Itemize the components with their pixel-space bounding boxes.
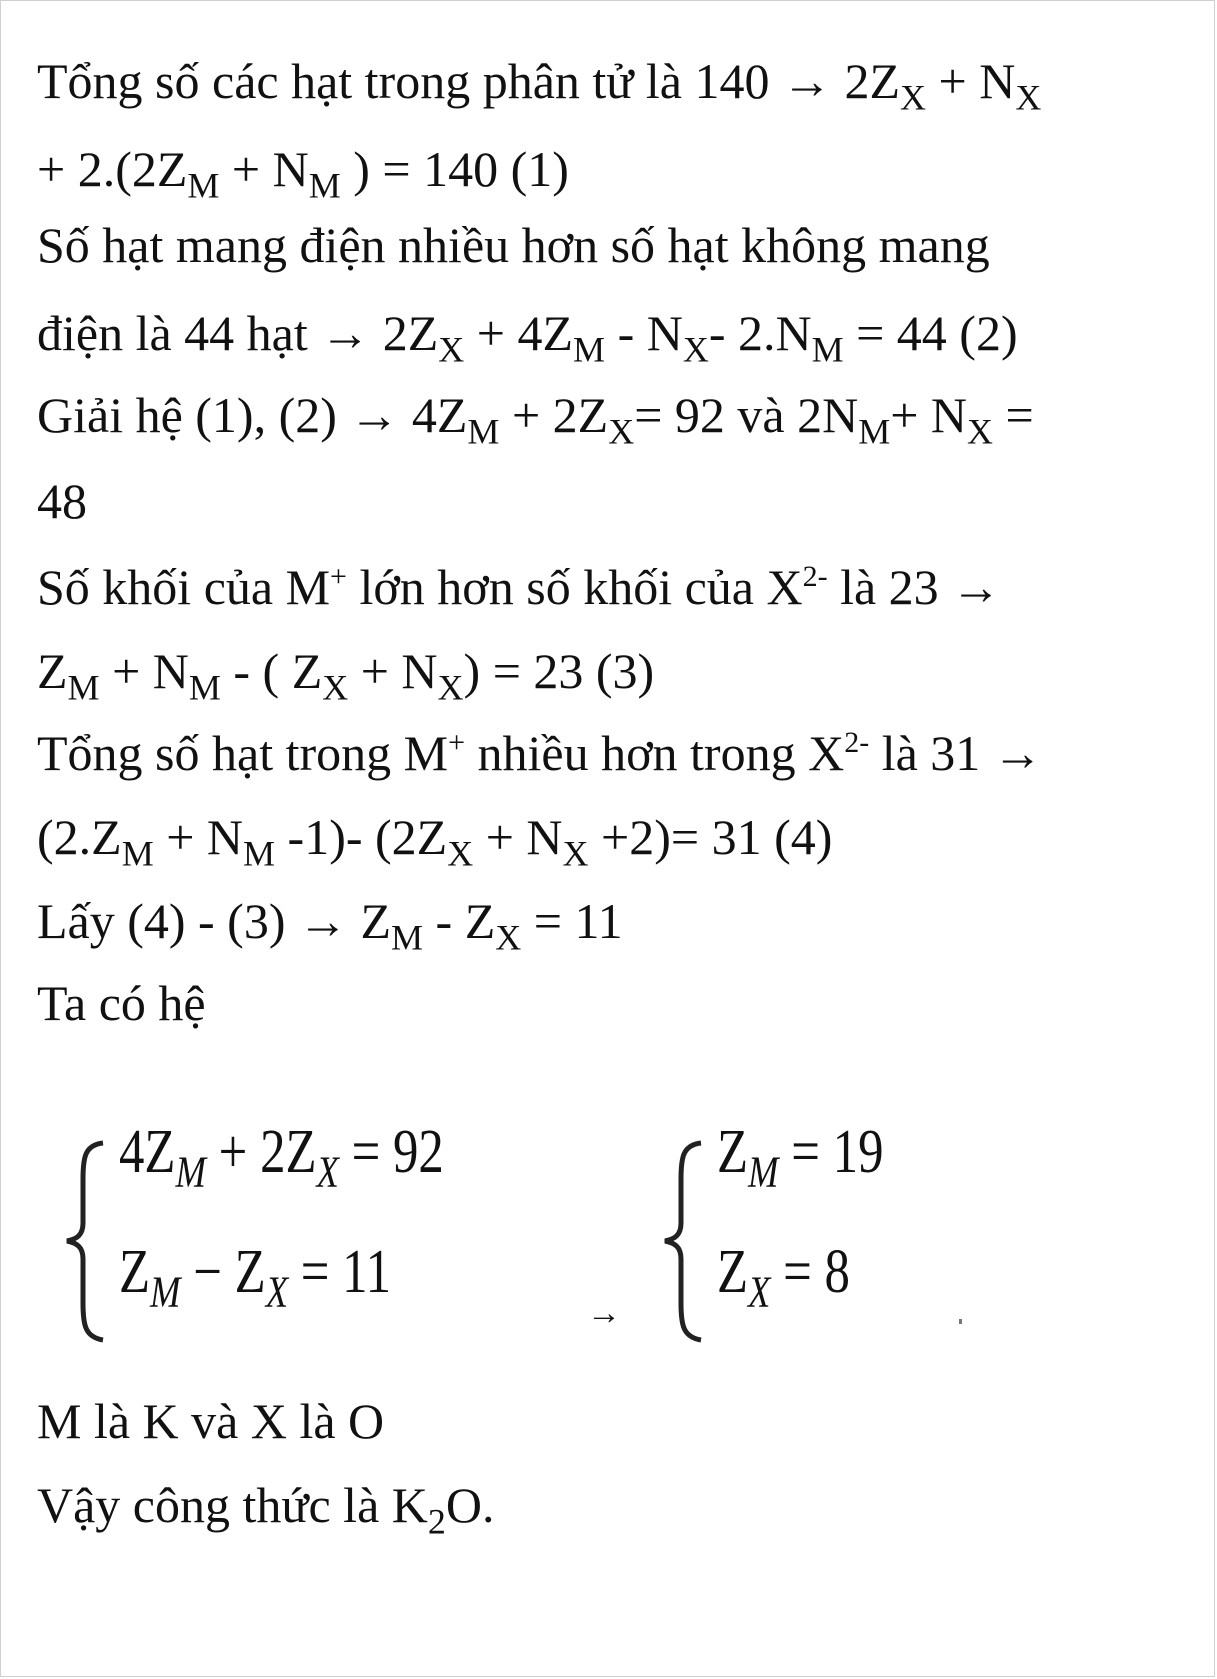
line-48: 48: [37, 473, 87, 529]
line-mass-number: Số khối của M+ lớn hơn số khối của $X^{2-}$ là 23 →: [37, 559, 1002, 615]
line-we-have-system: Ta có hệ: [37, 975, 206, 1031]
line-formula-conclusion: Vậy công thức là $K_2O$.: [37, 1477, 495, 1542]
system-right-row-2: $Z_X = 8$: [717, 1238, 850, 1317]
stray-dot: [959, 1319, 962, 1324]
right-brace-icon: [661, 1139, 705, 1344]
equation-1: + $2.(2Z_M + N_M$ ) = 140 (1): [37, 141, 569, 206]
line-subtract: Lấy $(4) - (3) \to Z_M - Z_X = 11$: [37, 893, 623, 958]
line-total-particles: Tổng số các hạt trong phân tử là $140 \to 2Z_X + N_X$: [37, 53, 1042, 118]
implies-arrow: →: [587, 1295, 621, 1332]
line-m-is-k: M là K và X là O: [37, 1393, 385, 1449]
system-left-row-1: $4Z_M + 2Z_X = 92$: [119, 1118, 444, 1197]
line-charged-particles: Số hạt mang điện nhiều hơn số hạt không mang: [37, 217, 990, 273]
left-brace-icon: [63, 1139, 107, 1344]
system-left-row-2: $Z_M - Z_X = 11$: [119, 1238, 392, 1317]
system-right-row-1: $Z_M = 19$: [717, 1118, 884, 1197]
equation-4: ($2.Z_M + N_M$ -1)- $(2Z_X + N_X +2)= 31$ (4): [37, 809, 833, 874]
equation-2: điện là 44 hạt → $2Z_X + 4Z_M - N_X-$ $2.N_M = 44$ (2): [37, 305, 1018, 370]
line-solve-system: Giải hệ (1), $(2) \to 4Z_M + 2Z_X= 92$ và $2N_M+ N_X$ =: [37, 387, 1034, 452]
equation-3: $Z_M + N_M$ - ( $Z_X + N_X) = 23$ (3): [37, 643, 655, 708]
line-total-ion-particles: Tổng số hạt trong M+ nhiều hơn trong $X^{2-}$ là 31 →: [37, 725, 1043, 781]
